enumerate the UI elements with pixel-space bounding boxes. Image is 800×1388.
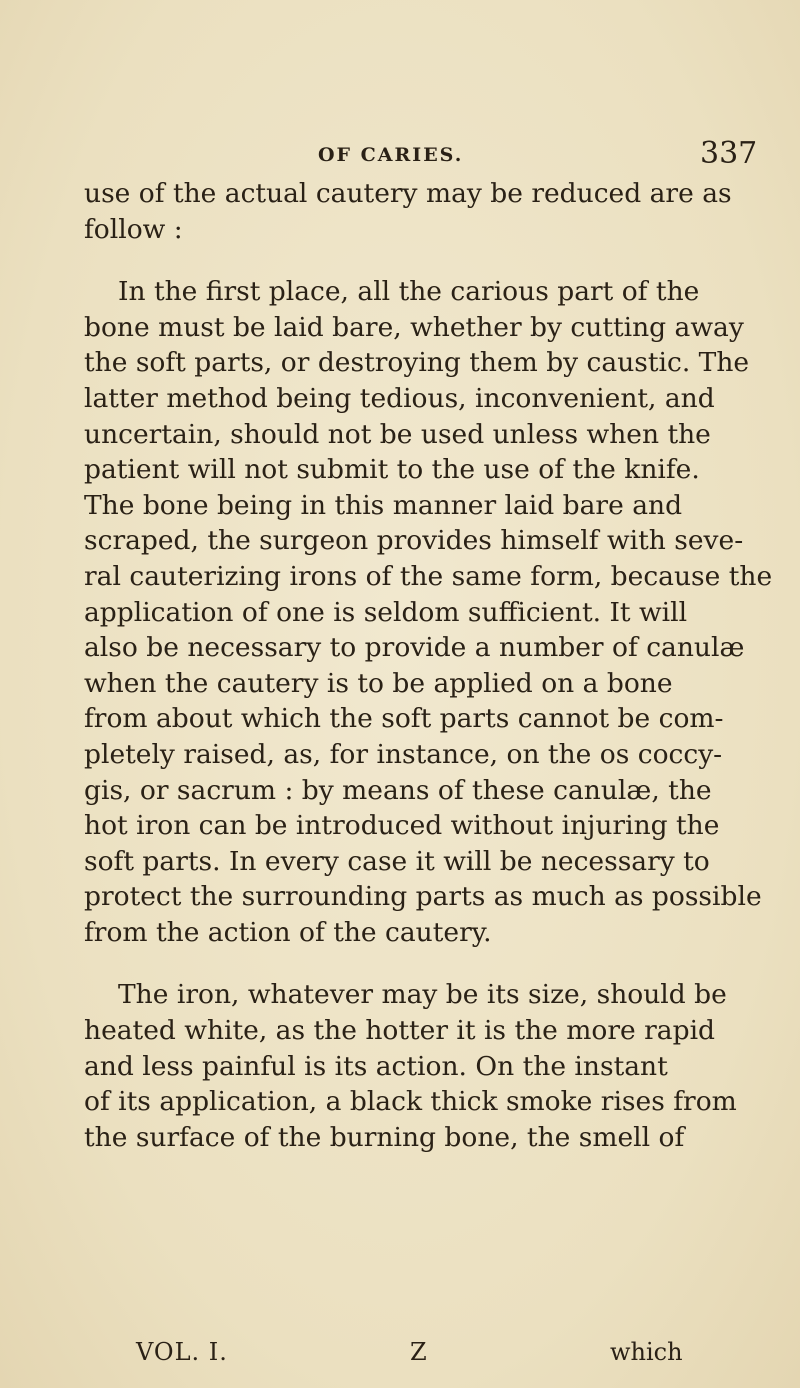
- text-line: gis, or sacrum : by means of these canulæ, the: [84, 774, 712, 806]
- text-line: In the first place, all the carious part of the: [118, 276, 700, 308]
- text-line: of its application, a black thick smoke rises from: [84, 1086, 737, 1118]
- text-line: when the cautery is to be applied on a bone: [84, 667, 673, 699]
- text-line: follow :: [84, 213, 183, 245]
- text-line: uncertain, should not be used unless when the: [84, 418, 711, 450]
- text-line: soft parts. In every case it will be necessary to: [84, 845, 710, 877]
- text-line: scraped, the surgeon provides himself with seve-: [84, 525, 744, 557]
- page-header: [0, 136, 800, 176]
- text-line: ral cauterizing irons of the same form, because the: [84, 560, 773, 592]
- running-title: OF CARIES.: [318, 144, 464, 166]
- text-line: use of the actual cautery may be reduced are as: [84, 178, 732, 209]
- text-line: from about which the soft parts cannot be com-: [84, 703, 724, 735]
- volume-signature: VOL. I.: [136, 1338, 228, 1366]
- text-line: hot iron can be introduced without injuring the: [84, 810, 720, 842]
- body-text: [84, 176, 796, 1155]
- text-line: pletely raised, as, for instance, on the os coccy-: [84, 738, 723, 770]
- catchword: which: [610, 1338, 683, 1366]
- text-line: The iron, whatever may be its size, should be: [118, 979, 727, 1011]
- text-line: heated white, as the hotter it is the more rapid: [84, 1015, 716, 1047]
- paragraph: [84, 176, 796, 247]
- text-line: also be necessary to provide a number of canulæ: [84, 632, 745, 664]
- text-line: application of one is seldom sufficient. It will: [84, 596, 688, 628]
- page-number: 337: [700, 136, 758, 171]
- text-line: the soft parts, or destroying them by caustic. The: [84, 347, 750, 379]
- paragraph: [84, 274, 796, 950]
- paragraph: [84, 977, 796, 1155]
- text-line: latter method being tedious, inconvenient, and: [84, 382, 715, 414]
- text-line: protect the surrounding parts as much as possible: [84, 881, 762, 913]
- text-line: The bone being in this manner laid bare and: [84, 489, 683, 521]
- text-line: and less painful is its action. On the instant: [84, 1050, 668, 1082]
- text-line: bone must be laid bare, whether by cutting away: [84, 311, 744, 343]
- signature-mark: Z: [410, 1338, 427, 1366]
- text-line: patient will not submit to the use of the knife.: [84, 454, 700, 486]
- page-footer: [0, 1338, 800, 1374]
- text-line: the surface of the burning bone, the smell of: [84, 1121, 685, 1153]
- text-line: from the action of the cautery.: [84, 916, 492, 948]
